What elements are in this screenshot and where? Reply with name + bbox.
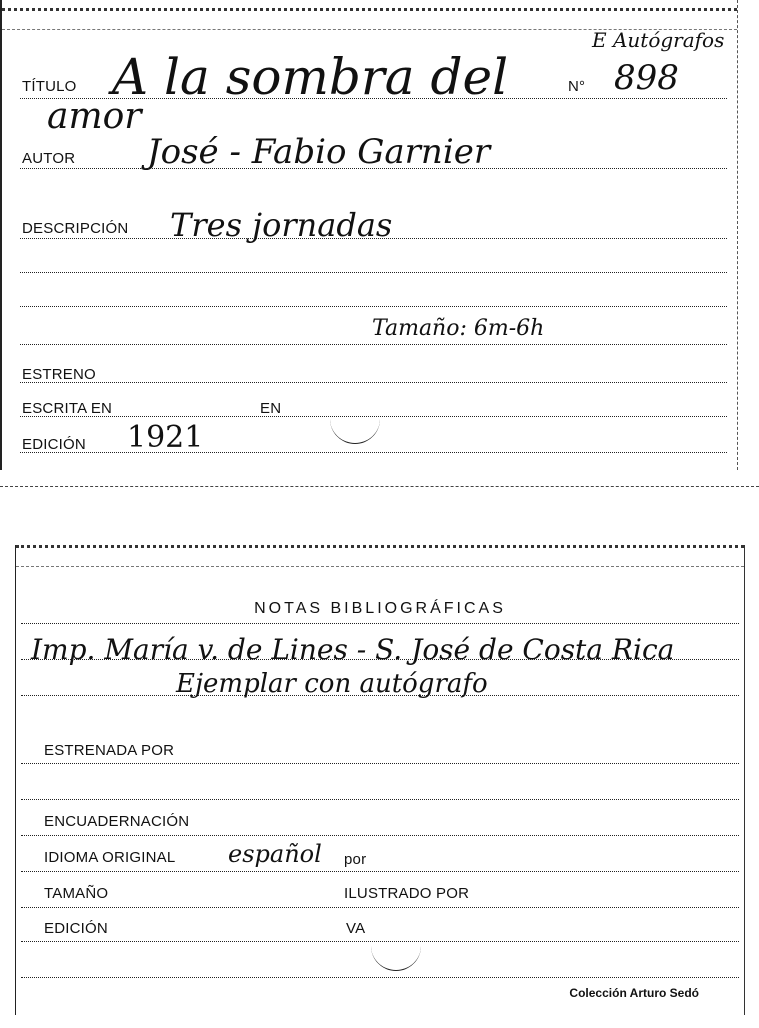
blank-rule-back	[21, 799, 739, 800]
edicion-back-label: EDICIÓN	[44, 920, 108, 937]
tamano-note-handwriting: Tamaño: 6m-6h	[372, 316, 545, 341]
tamano-label: TAMAÑO	[44, 885, 109, 902]
titulo-handwriting-line2: amor	[47, 96, 142, 137]
idioma-rule	[21, 871, 739, 872]
descripcion-label: DESCRIPCIÓN	[22, 220, 129, 237]
por-label: por	[344, 851, 367, 868]
catalog-card-back	[15, 545, 745, 1015]
descripcion-rule	[20, 238, 727, 239]
punch-hole	[371, 945, 421, 971]
va-label: VA	[346, 920, 366, 937]
titulo-handwriting: A la sombra del	[112, 48, 509, 106]
estreno-label: ESTRENO	[22, 366, 96, 383]
punch-hole	[330, 418, 380, 444]
notas-rule-1	[21, 659, 739, 660]
notas-handwriting-line1: Imp. María v. de Lines - S. José de Costa Rica	[31, 633, 675, 666]
notas-rule-2	[21, 695, 739, 696]
card-top-edge	[16, 545, 744, 567]
card-separator	[0, 486, 759, 487]
notas-rule-0	[21, 623, 739, 624]
bottom-rule	[21, 977, 739, 978]
blank-rule-3	[20, 344, 727, 345]
estreno-rule	[20, 382, 727, 383]
estrenada-por-label: ESTRENADA POR	[44, 742, 175, 759]
escrita-en-label: ESCRITA EN	[22, 400, 113, 417]
edicion-back-rule	[21, 941, 739, 942]
idioma-original-label: IDIOMA ORIGINAL	[44, 849, 176, 866]
tamano-rule	[21, 907, 739, 908]
category-handwriting: E Autógrafos	[592, 28, 725, 52]
collection-credit: Colección Arturo Sedó	[569, 986, 699, 1000]
estrenada-rule	[21, 763, 739, 764]
escrita-en-rule	[20, 416, 727, 417]
titulo-label: TÍTULO	[22, 78, 77, 95]
card-top-edge	[2, 8, 737, 30]
numero-handwriting: 898	[614, 58, 679, 98]
autor-label: AUTOR	[22, 150, 76, 167]
edicion-handwriting: 1921	[127, 420, 204, 455]
blank-rule-2	[20, 306, 727, 307]
encuadernacion-rule	[21, 835, 739, 836]
edicion-label: EDICIÓN	[22, 436, 86, 453]
en-label: EN	[260, 400, 282, 417]
autor-handwriting: José - Fabio Garnier	[147, 132, 491, 172]
autor-rule	[20, 168, 727, 169]
notas-handwriting-line2: Ejemplar con autógrafo	[176, 669, 488, 699]
ilustrado-por-label: ILUSTRADO POR	[344, 885, 470, 902]
idioma-handwriting: español	[228, 840, 322, 868]
encuadernacion-label: ENCUADERNACIÓN	[44, 813, 190, 830]
descripcion-handwriting: Tres jornadas	[170, 206, 393, 244]
edicion-rule	[20, 452, 727, 453]
catalog-card-front	[0, 0, 738, 470]
notas-heading: NOTAS BIBLIOGRÁFICAS	[254, 600, 506, 617]
numero-label: N°	[568, 78, 586, 95]
blank-rule-1	[20, 272, 727, 273]
